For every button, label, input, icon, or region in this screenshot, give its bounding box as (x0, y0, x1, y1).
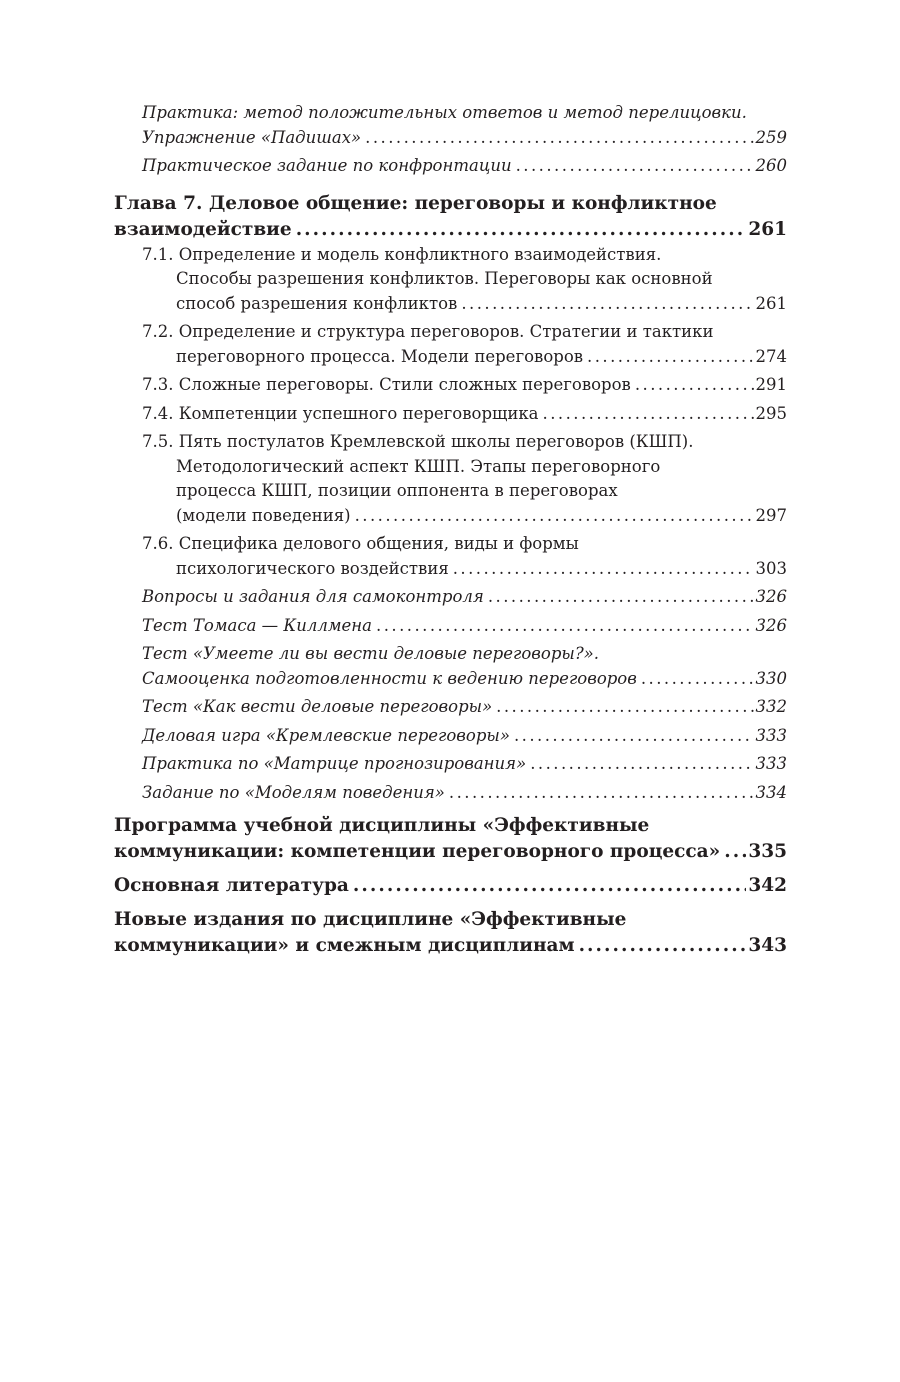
page-number: 326 (755, 615, 787, 635)
dot-leader (543, 402, 754, 427)
page-number: 342 (748, 875, 787, 896)
toc-entry-title-line: способ разрешения конфликтов (176, 293, 458, 313)
toc-entry-title-line: 7.1. Определение и модель конфликтного взаимодействия. (142, 244, 662, 264)
toc-entry-title-line: 7.6. Специфика делового общения, виды и формы (142, 534, 579, 553)
dot-leader (514, 724, 754, 749)
toc-entry-title-line: Тест «Умеете ли вы вести деловые переговоры?». (142, 644, 600, 663)
page-number: 343 (748, 935, 787, 956)
toc-entry-title-line: взаимодействие (114, 218, 292, 240)
toc-entry-title-line: Методологический аспект КШП. Этапы переговорного (176, 456, 661, 476)
toc-entry-title-line: Практика: метод положительных ответов и метод перелицовки. (142, 103, 747, 122)
toc-entry-title-line: Самооценка подготовленности к ведению переговоров (142, 668, 637, 688)
page-number: 261 (755, 293, 787, 313)
toc-entry-title-line: Тест «Как вести деловые переговоры» (142, 697, 493, 716)
dot-leader (353, 873, 746, 899)
toc-entry-title-line: Деловая игра «Кремлевские переговоры» (142, 725, 510, 745)
toc-section-7-4[interactable] (114, 402, 787, 427)
toc-course-program[interactable] (114, 813, 787, 865)
toc-entry-how-to-negotiate-test[interactable] (114, 695, 787, 720)
toc-entry-title-line: Тест Томаса — Киллмена (142, 615, 372, 635)
toc-entry-title-line: Вопросы и задания для самоконтроля (142, 587, 484, 606)
page-number: 326 (755, 587, 787, 606)
toc-entry-title-line: Практика по «Матрице прогнозирования» (142, 754, 527, 773)
toc-entry-behavior-models-task[interactable] (114, 781, 787, 806)
page-number: 334 (755, 782, 787, 802)
toc-section-7-5[interactable] (114, 430, 787, 528)
toc-entry-title-line: 7.2. Определение и структура переговоров. Стратегии и тактики (142, 322, 714, 341)
page-number: 260 (755, 156, 787, 175)
page-number: 332 (755, 697, 787, 716)
toc-new-editions[interactable] (114, 907, 787, 959)
toc-entry-forecast-matrix-practice[interactable] (114, 752, 787, 777)
toc-entry-title-line: Практическое задание по конфронтации (142, 156, 512, 175)
toc-section-7-2[interactable] (114, 320, 787, 369)
toc-entry-title-line: процесса КШП, позиции оппонента в переговорах (176, 481, 618, 500)
toc-entry-title-line: Новые издания по дисциплине «Эффективные (114, 909, 627, 930)
dot-leader (530, 752, 753, 777)
page-number: 333 (755, 725, 787, 745)
toc-entry-padishah-exercise[interactable] (114, 101, 787, 150)
toc-entry-title-line: коммуникации: компетенции переговорного процесса» (114, 841, 721, 862)
toc-entry-confrontation-task[interactable] (114, 154, 787, 179)
dot-leader (641, 667, 754, 692)
page-number: 259 (755, 127, 787, 147)
page-number: 335 (748, 841, 787, 862)
toc-entry-kremlin-business-game[interactable] (114, 724, 787, 749)
page-number: 261 (748, 218, 787, 240)
dot-leader (579, 933, 747, 959)
toc-entry-title-line: коммуникации» и смежным дисциплинам (114, 935, 575, 956)
toc-entry-title-line: Программа учебной дисциплины «Эффективные (114, 815, 650, 836)
toc-section-7-3[interactable] (114, 373, 787, 398)
dot-leader (587, 345, 753, 370)
dot-leader (724, 839, 746, 865)
toc-entry-title-line: Глава 7. Деловое общение: переговоры и конфликтное (114, 192, 717, 214)
dot-leader (296, 217, 747, 243)
page-number: 330 (755, 668, 787, 688)
table-of-contents (114, 101, 787, 959)
dot-leader (635, 373, 754, 398)
page-number: 291 (755, 375, 787, 394)
dot-leader (516, 154, 754, 179)
page-number: 295 (755, 403, 787, 423)
dot-leader (496, 695, 753, 720)
toc-entry-title-line: 7.5. Пять постулатов Кремлевской школы переговоров (КШП). (142, 432, 694, 451)
toc-entry-title-line: 7.4. Компетенции успешного переговорщика (142, 403, 539, 423)
page-number: 297 (755, 505, 787, 525)
toc-entry-title-line: психологического воздействия (176, 558, 449, 578)
toc-entry-negotiation-readiness-test[interactable] (114, 642, 787, 691)
dot-leader (453, 557, 754, 582)
toc-entry-title-line: переговорного процесса. Модели переговоров (176, 346, 584, 366)
page-number: 333 (755, 754, 787, 773)
toc-section-7-1[interactable] (114, 243, 787, 317)
toc-entry-thomas-kilmann-test[interactable] (114, 614, 787, 639)
dot-leader (365, 126, 753, 151)
dot-leader (355, 504, 754, 529)
toc-entry-title-line: (модели поведения) (176, 505, 351, 525)
toc-entry-title-line: Задание по «Моделям поведения» (142, 782, 445, 802)
page-number: 274 (755, 346, 787, 366)
toc-main-literature[interactable] (114, 873, 787, 899)
toc-entry-title-line: Упражнение «Падишах» (142, 127, 362, 147)
toc-entry-self-control-questions[interactable] (114, 585, 787, 610)
dot-leader (449, 781, 754, 806)
dot-leader (461, 292, 753, 317)
page-number: 303 (755, 558, 787, 578)
dot-leader (376, 614, 754, 639)
toc-section-7-6[interactable] (114, 532, 787, 581)
dot-leader (488, 585, 754, 610)
toc-entry-title-line: 7.3. Сложные переговоры. Стили сложных переговоров (142, 375, 631, 394)
toc-chapter-7[interactable] (114, 191, 787, 243)
toc-entry-title-line: Способы разрешения конфликтов. Переговоры как основной (176, 269, 713, 288)
toc-entry-title-line: Основная литература (114, 875, 349, 896)
